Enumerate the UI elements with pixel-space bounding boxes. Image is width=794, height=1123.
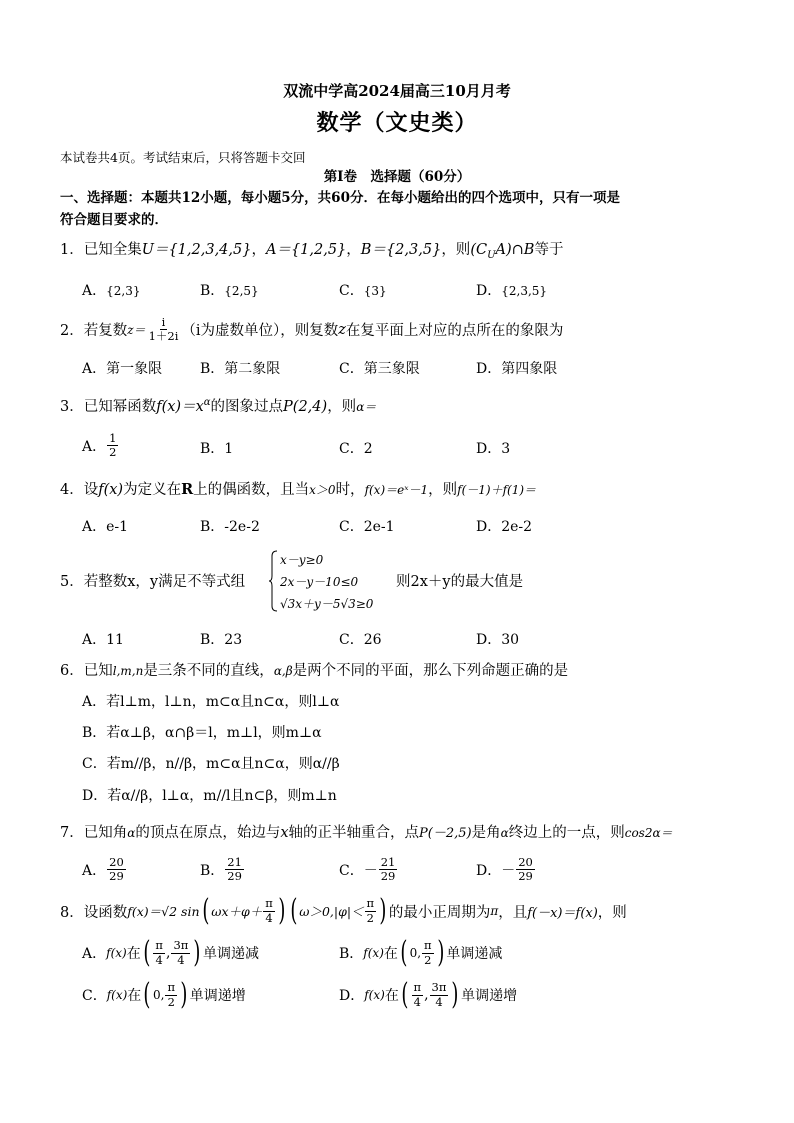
q8-cond-fraction: [365, 897, 377, 924]
q2-option-b: B．第二象限: [200, 361, 281, 377]
q8-opt-b-zero: 0,: [409, 946, 422, 960]
q8-opt-d-f: f(x): [364, 988, 385, 1002]
q8-opt-c-paren-open: (: [143, 977, 151, 1012]
q1-set-b: B＝{2,3,5}: [360, 242, 442, 258]
q8-opt-b-tail: 单调递减: [446, 946, 503, 962]
q8-opt-a-frac-1: [153, 939, 165, 966]
q1-opt-a-value: {2,3}: [106, 284, 141, 298]
q7-text-e: 终边上的一点，则: [508, 825, 625, 841]
q8-opt-a-f: f(x): [106, 946, 127, 960]
q1-text-b: ，则: [441, 242, 471, 258]
q8-opt-b-label: B．: [339, 946, 364, 962]
q4-ask: f(－1)＋f(1)＝: [457, 483, 537, 497]
q8-opt-d-comma: ,: [424, 987, 429, 1003]
q6-option-d: D．若α//β，l⊥α，m//l且n⊂β，则m⊥n: [82, 788, 337, 804]
q7-opt-c-fraction: [379, 856, 398, 883]
q6-option-a: A．若l⊥m，l⊥n，m⊂α且n⊂α，则l⊥α: [82, 694, 340, 710]
q8-opt-d-frac-1: [412, 981, 424, 1008]
q5-option-d: D．30: [476, 632, 520, 648]
q8-opt-a-in: 在: [126, 946, 141, 962]
q6-text-b: 是三条不同的直线，: [143, 663, 274, 679]
q8-opt-a-comma: ,: [165, 945, 171, 961]
q8-paren-open-1: (: [201, 893, 209, 928]
q8-opt-d-frac-2: [430, 981, 449, 1008]
q3-func: f(x)＝x: [156, 399, 204, 415]
q1-opt-c-value: {3}: [363, 284, 387, 298]
instruction-line-2: 符合题目要求的．: [60, 212, 168, 228]
q7-option-d: [476, 856, 536, 883]
q1-set-u: U＝{1,2,3,4,5}: [141, 242, 252, 258]
q5-option-a: A．11: [82, 632, 124, 648]
q7-option-a: [82, 856, 127, 883]
q7-opt-d-label: D．－: [476, 862, 516, 879]
q8-opt-b-paren-close: ): [436, 935, 444, 970]
q1-expr-sub: U: [487, 249, 496, 261]
question-6-stem: [60, 659, 568, 680]
q2-option-a: A．第一象限: [82, 361, 163, 377]
question-2-stem: [60, 316, 563, 343]
q7-point: P(－2,5): [419, 826, 472, 841]
q5-brace: [268, 550, 278, 612]
q8-cond: ω＞0,|φ|＜: [299, 904, 364, 919]
q8-opt-a-d2: 4: [177, 952, 185, 967]
q8-option-b: [339, 935, 503, 970]
q4-option-b: B．-2e-2: [200, 519, 260, 535]
q1-text-c: 等于: [534, 242, 564, 258]
q1-expr-open: (C: [470, 242, 488, 258]
q8-opt-d-in: 在: [384, 988, 399, 1004]
q3-option-c: C．2: [339, 441, 373, 457]
q2-z-eq: z＝: [127, 323, 146, 338]
question-1-stem: [60, 238, 563, 261]
q8-opt-b-paren-open: (: [400, 935, 408, 970]
q8-opt-c-in: 在: [127, 988, 142, 1004]
q1-opt-b-value: {2,5}: [224, 284, 259, 298]
q8-opt-b-in: 在: [383, 946, 398, 962]
q5-inequality-3: √3x＋y－5√3≥0: [280, 597, 374, 611]
q8-opt-a-n1: π: [155, 938, 163, 953]
q8-text-b: 的最小正周期为: [388, 904, 491, 921]
q7-option-c: [339, 856, 398, 883]
q3-text-b: 的图象过点: [210, 399, 284, 415]
q4-domain: R: [181, 481, 194, 498]
q1-option-a: [82, 280, 140, 300]
q7-opt-a-den: 29: [109, 869, 124, 884]
q8-cond-den: 2: [366, 910, 374, 925]
q8-opt-a-n2: 3π: [173, 938, 189, 953]
q2-text-a: 2．若复数: [60, 323, 128, 340]
q1-sep-1: ，: [251, 242, 266, 258]
q4-text-b: 为定义在: [123, 482, 182, 498]
q5-option-b: B．23: [200, 632, 243, 648]
q8-paren-open-2: (: [289, 893, 297, 928]
q5-inequality-1: x－y≥0: [280, 553, 324, 567]
q3-opt-a-label: A．: [82, 438, 107, 455]
q8-opt-b-n: π: [424, 938, 432, 953]
school-title: 双流中学高2024届高三10月月考: [283, 82, 511, 100]
q8-paren-close-2: ): [379, 893, 387, 928]
q7-alpha-2: α: [500, 826, 509, 840]
q8-opt-c-d: 2: [167, 994, 175, 1009]
q8-opt-b-frac: [422, 939, 434, 966]
q2-frac-num: i: [161, 315, 166, 329]
q5-option-c: C．26: [339, 632, 382, 648]
q7-opt-b-label: B．: [200, 862, 225, 879]
q8-opt-a-label: A．: [82, 946, 107, 962]
q7-x: x: [280, 825, 289, 841]
q8-opt-c-n: π: [167, 980, 176, 995]
q2-fraction: [147, 316, 181, 343]
q3-opt-a-den: 2: [109, 445, 117, 460]
q3-point: P(2,4): [283, 399, 328, 415]
instruction-line-1: 一、选择题：本题共12小题，每小题5分，共60分．在每小题给出的四个选项中，只有一项是: [60, 190, 620, 206]
q7-text-c: 轴的正半轴重合，点: [288, 825, 420, 841]
q2-option-d: D．第四象限: [476, 361, 558, 377]
question-7-stem: [60, 821, 673, 842]
q4-text-c: 上的偶函数，且当: [193, 482, 310, 498]
q8-opt-c-zero: 0,: [153, 988, 165, 1002]
q1-opt-d-label: D．: [476, 283, 502, 299]
q8-opt-d-paren-close: ): [451, 977, 459, 1012]
q3-option-b: B．1: [200, 441, 234, 457]
q4-text-a: 4．设: [60, 482, 99, 498]
q2-text-b: （i为虚数单位），则复数: [181, 323, 339, 340]
q3-func-exp: α: [203, 397, 211, 409]
q8-option-a: [82, 935, 260, 970]
q1-option-d: [476, 280, 547, 300]
q1-set-a: A＝{1,2,5}: [265, 242, 347, 258]
question-8-stem: [60, 893, 627, 928]
q3-text-a: 3．已知幂函数: [60, 399, 157, 415]
q8-opt-c-f: f(x): [106, 988, 128, 1002]
q8-opt-a-tail: 单调递减: [203, 946, 260, 962]
q7-text-d: 是角: [471, 825, 501, 841]
q8-even: f(－x)＝f(x): [527, 905, 598, 921]
q7-opt-a-num: 20: [109, 855, 124, 869]
q8-pi: π: [490, 904, 499, 918]
q8-opt-c-frac: [165, 981, 177, 1008]
q7-opt-a-fraction: [107, 856, 126, 883]
q6-lines: l,m,n: [112, 664, 144, 678]
q4-fx: f(x): [98, 482, 124, 498]
q8-inner-num: π: [265, 896, 273, 911]
q6-text-a: 6．已知: [60, 663, 113, 679]
q3-option-d: D．3: [476, 441, 511, 457]
q8-opt-d-tail: 单调递增: [461, 988, 518, 1004]
q6-option-b: B．若α⊥β，α∩β＝l，m⊥l，则m⊥α: [82, 725, 322, 741]
q8-opt-a-paren-open: (: [143, 935, 151, 970]
q8-text-c: ，且: [498, 904, 528, 921]
q8-opt-a-frac-2: [171, 939, 190, 966]
q1-opt-a-label: A．: [82, 283, 107, 299]
q1-text-a: 1．已知全集: [60, 242, 142, 258]
q7-opt-b-num: 21: [227, 855, 242, 869]
q8-opt-d-d2: 4: [435, 994, 443, 1009]
q8-text-d: ，则: [597, 904, 627, 921]
q7-opt-d-fraction: [516, 856, 535, 883]
part-title: 第Ⅰ卷 选择题（60分）: [323, 169, 471, 185]
q7-alpha: α: [127, 826, 136, 840]
q7-opt-b-fraction: [225, 856, 244, 883]
q3-text-c: ，则: [327, 399, 357, 415]
q4-option-c: C．2e-1: [339, 519, 395, 535]
q8-text-a: 8．设函数: [60, 904, 128, 921]
q8-option-d: [339, 977, 518, 1012]
q3-option-a: [82, 432, 119, 459]
q2-frac-den: 1＋2i: [148, 329, 179, 344]
q3-opt-a-fraction: [107, 432, 118, 459]
question-3-stem: [60, 395, 376, 416]
q6-text-c: 是两个不同的平面，那么下列命题正确的是: [292, 663, 569, 679]
q1-option-c: [339, 280, 387, 300]
q1-opt-c-label: C．: [339, 283, 364, 299]
q8-inner: ωx＋φ＋: [211, 904, 263, 919]
subject-title: 数学（文史类）: [316, 110, 478, 136]
q2-text-c: 在复平面上对应的点所在的象限为: [345, 323, 564, 340]
q8-opt-d-label: D．: [339, 988, 365, 1004]
q8-opt-a-d1: 4: [155, 952, 163, 967]
q6-option-c: C．若m//β，n//β，m⊂α且n⊂α，则α//β: [82, 756, 340, 772]
q7-opt-c-num: 21: [380, 855, 396, 869]
q4-def: f(x)＝eˣ－1: [364, 483, 429, 497]
q7-text-b: 的顶点在原点，始边与: [135, 825, 281, 841]
q8-inner-den: 4: [265, 910, 273, 925]
exam-note: 本试卷共4页。考试结束后，只将答题卡交回: [60, 150, 306, 165]
q1-opt-b-label: B．: [200, 283, 225, 299]
q4-text-d: 时，: [335, 482, 365, 498]
q7-opt-d-den: 29: [518, 869, 533, 884]
q1-sep-2: ，: [346, 242, 361, 258]
q7-option-b: [200, 856, 245, 883]
q1-option-b: [200, 280, 259, 300]
q5-inequality-2: 2x－y－10≤0: [280, 575, 359, 589]
q8-opt-c-paren-close: ): [180, 977, 188, 1012]
q7-text-a: 7．已知角: [60, 825, 128, 841]
q4-text-e: ，则: [428, 482, 458, 498]
q8-opt-c-tail: 单调递增: [189, 988, 246, 1004]
q8-inner-fraction: [263, 897, 275, 924]
q8-opt-d-d1: 4: [413, 994, 421, 1009]
q8-opt-b-d: 2: [424, 952, 432, 967]
q7-opt-c-den: 29: [380, 869, 396, 884]
q8-opt-b-f: f(x): [363, 946, 384, 960]
q8-opt-d-n1: π: [413, 980, 422, 995]
q1-opt-d-value: {2,3,5}: [501, 284, 548, 298]
q8-opt-c-label: C．: [82, 988, 107, 1004]
question-4-stem: [60, 478, 536, 499]
q7-ask: cos2α＝: [624, 826, 673, 840]
q8-option-c: [82, 977, 246, 1012]
q4-cond: x＞0: [309, 483, 336, 497]
q7-opt-a-label: A．: [82, 862, 107, 879]
q3-alpha-eq: α＝: [356, 400, 377, 414]
q8-func: f(x)＝√2 sin: [127, 904, 200, 919]
q8-opt-d-paren-open: (: [401, 977, 409, 1012]
q4-option-a: A．e-1: [82, 519, 129, 535]
q7-opt-b-den: 29: [227, 869, 242, 884]
q5-text-b: 则2x＋y的最大值是: [396, 574, 524, 590]
q6-planes: α,β: [273, 664, 293, 678]
q5-text-a: 5．若整数x，y满足不等式组: [60, 574, 246, 590]
q3-opt-a-num: 1: [109, 431, 117, 445]
q2-option-c: C．第三象限: [339, 361, 420, 377]
q7-opt-c-label: C．－: [339, 862, 378, 879]
q8-paren-close-1: ): [278, 893, 286, 928]
q2-z: z: [338, 321, 346, 338]
q8-opt-a-paren-close: ): [193, 935, 201, 970]
q1-expr-rest: A)∩B: [495, 242, 535, 258]
q8-cond-num: π: [366, 896, 375, 911]
q7-opt-d-num: 20: [518, 855, 533, 869]
q4-option-d: D．2e-2: [476, 519, 533, 535]
q8-opt-d-n2: 3π: [431, 980, 447, 995]
